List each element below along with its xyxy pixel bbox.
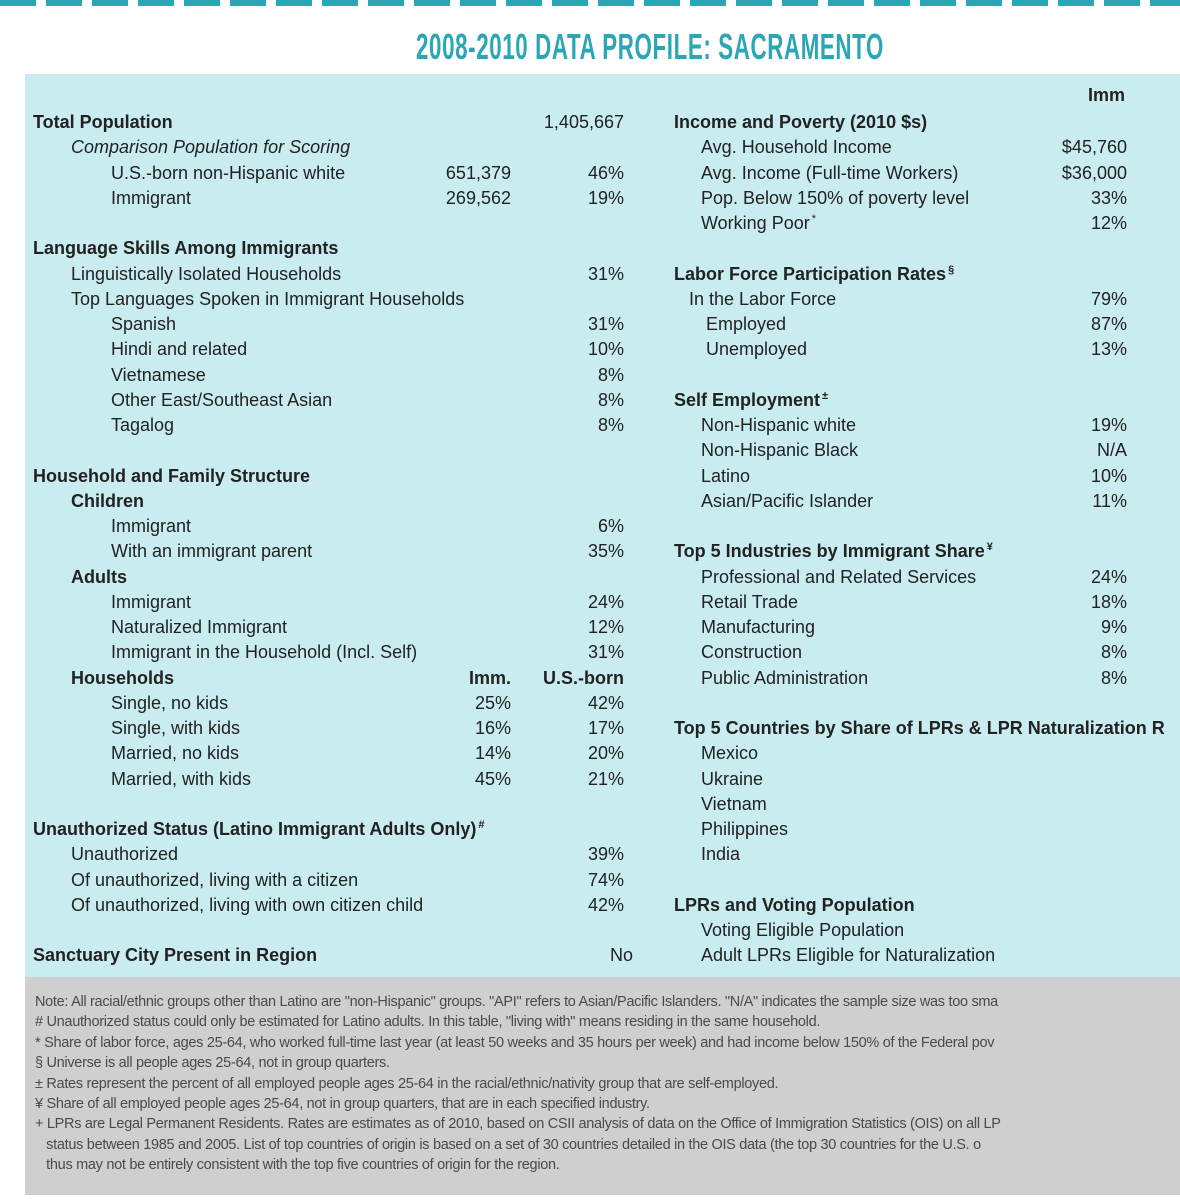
row-value: 13% [1090, 339, 1127, 360]
row-label-text: Other East/Southeast Asian [111, 389, 333, 410]
footnote-mark: # [478, 819, 485, 831]
row-label-text: Of unauthorized, living with a citizen [71, 869, 359, 890]
row-value: 8% [597, 415, 624, 435]
row-value: 8% [597, 389, 624, 410]
row-value: 31% [587, 642, 624, 663]
row-label-text: Philippines [701, 819, 789, 839]
row-label-text: Spanish [111, 314, 177, 334]
row-value: $45,760 [1061, 137, 1127, 158]
row-value: 8% [1100, 642, 1127, 663]
row-label [71, 262, 341, 287]
row-label [701, 842, 740, 867]
row-label [71, 287, 464, 312]
table-row [0, 413, 640, 438]
table-row [0, 135, 640, 160]
row-label [111, 590, 191, 615]
table-row [0, 110, 640, 135]
row-value: 1,405,667 [543, 112, 624, 132]
table-row [0, 236, 640, 261]
row-label [674, 893, 915, 918]
row-label [71, 868, 358, 893]
table-row [640, 792, 1180, 817]
row-label-text: Households [71, 667, 175, 688]
footnote-line: status between 1985 and 2005. List of top countries of origin is based on a set of 30 countries detailed in the OIS data (the top 30 countries for the U.S. o [35, 1136, 981, 1153]
table-row [0, 842, 640, 867]
table-row [640, 539, 1180, 564]
table-row [640, 287, 1180, 312]
row-label-text: In the Labor Force [689, 288, 837, 309]
row-label-text: Sanctuary City Present in Region [33, 945, 318, 966]
table-row [640, 666, 1180, 691]
row-label [701, 767, 763, 792]
row-label-text: Immigrant [111, 516, 192, 536]
table-row [640, 842, 1180, 867]
row-label [111, 337, 247, 362]
table-section [0, 943, 640, 968]
footnote-line: # Unauthorized status could only be estimated for Latino adults. In this table, "living with" means residing in the same household. [35, 1014, 821, 1031]
row-label-text: Total Population [33, 112, 173, 132]
table-row [640, 767, 1180, 792]
row-value: 35% [587, 541, 624, 562]
row-value: 19% [1090, 415, 1127, 435]
row-label [701, 413, 856, 438]
row-label [111, 186, 191, 211]
row-value: 45% [474, 768, 511, 789]
row-value: 10% [587, 339, 624, 360]
row-value: 9% [1100, 617, 1127, 637]
table-row [0, 337, 640, 362]
row-label-text: Mexico [701, 743, 759, 764]
table-section [0, 236, 640, 438]
row-value: 33% [1090, 187, 1127, 208]
footnote-line: ± Rates represent the percent of all employed people ages 25-64 in the racial/ethnic/nativity group that are self-employed. [35, 1075, 779, 1092]
row-label [701, 817, 788, 842]
row-label [701, 792, 767, 817]
row-value: $36,000 [1061, 162, 1127, 183]
table-section [640, 262, 1180, 363]
table-section [640, 388, 1180, 514]
table-row [0, 666, 640, 691]
table-row [640, 337, 1180, 362]
row-label-text: Employed [706, 314, 787, 334]
table-row [0, 640, 640, 665]
row-label-text: Immigrant [111, 187, 192, 208]
table-row [640, 464, 1180, 489]
table-row [0, 741, 640, 766]
footnote-line: thus may not be entirely consistent with the top five countries of origin for the region. [35, 1157, 560, 1174]
row-value: 8% [1100, 667, 1127, 688]
table-row [0, 287, 640, 312]
row-label-text: Self Employment [674, 389, 821, 410]
row-value: No [609, 945, 633, 966]
row-label-text: Ukraine [701, 768, 764, 789]
row-label-text: Construction [701, 642, 803, 663]
row-label-text: Language Skills Among Immigrants [33, 238, 339, 259]
row-label-text: Income and Poverty (2010 $s) [674, 112, 928, 132]
row-value: 42% [587, 692, 624, 713]
row-label [111, 413, 174, 438]
row-value: 19% [587, 187, 624, 208]
row-label [701, 615, 815, 640]
row-label-text: Labor Force Participation Rates [674, 263, 947, 284]
table-row [0, 186, 640, 211]
row-label [111, 388, 332, 413]
row-label [111, 539, 312, 564]
row-value: Imm. [468, 667, 511, 688]
row-label-text: Unemployed [706, 339, 808, 360]
row-value: 14% [474, 743, 511, 764]
table-section [640, 539, 1180, 691]
row-label [674, 388, 828, 413]
left-column [0, 110, 640, 994]
table-row [0, 262, 640, 287]
row-label-text: Household and Family Structure [33, 465, 311, 486]
footnote-line: Note: All racial/ethnic groups other than Latino are "non-Hispanic" groups. "API" refers to Asian/Pacific Islanders. "N/A" indicates the sample size was too sma [35, 994, 998, 1010]
table-section [640, 110, 1180, 236]
row-label [706, 312, 786, 337]
row-label [111, 363, 206, 388]
table-row [640, 186, 1180, 211]
row-value: 31% [587, 314, 624, 334]
row-label-text: Vietnamese [111, 364, 206, 385]
row-label [111, 716, 240, 741]
table-row [0, 539, 640, 564]
row-label [111, 741, 239, 766]
row-label-text: Non-Hispanic Black [701, 440, 859, 461]
table-row [0, 514, 640, 539]
row-value: 24% [1090, 566, 1127, 587]
table-row [0, 489, 640, 514]
row-label-text: Linguistically Isolated Households [71, 263, 342, 284]
footnotes [25, 977, 1180, 1195]
row-label-text: Asian/Pacific Islander [701, 490, 874, 511]
row-label-text: Adult LPRs Eligible for Naturalization [701, 945, 996, 966]
row-label-text: Non-Hispanic white [701, 415, 857, 435]
table-section [640, 716, 1180, 868]
row-value: 17% [587, 718, 624, 738]
table-section [0, 110, 640, 211]
table-row [0, 817, 640, 842]
table-row [640, 413, 1180, 438]
table-section [640, 893, 1180, 969]
row-label-text: Latino [701, 465, 751, 486]
row-label-text: Avg. Income (Full-time Workers) [701, 162, 959, 183]
table-row [640, 388, 1180, 413]
table-row [640, 615, 1180, 640]
table-row [0, 161, 640, 186]
row-value: 79% [1090, 288, 1127, 309]
row-value: 25% [474, 692, 511, 713]
table-row [640, 640, 1180, 665]
footnote-line: + LPRs are Legal Permanent Residents. Rates are estimates as of 2010, based on CSII analysis of data on the Office of Immigration Statistics (OIS) on all LP [35, 1116, 1001, 1133]
row-label-text: Top Languages Spoken in Immigrant Households [71, 288, 465, 309]
row-label [111, 615, 287, 640]
row-value: 6% [597, 516, 624, 536]
row-label [701, 590, 798, 615]
table-row [0, 464, 640, 489]
row-label [33, 236, 338, 261]
row-value: 21% [587, 768, 624, 789]
row-label-text: Married, no kids [111, 743, 240, 764]
table-row [640, 312, 1180, 337]
row-value: 24% [587, 591, 624, 612]
row-label-text: Voting Eligible Population [701, 920, 905, 940]
table-row [640, 918, 1180, 943]
table-row [640, 741, 1180, 766]
table-row [0, 868, 640, 893]
row-value: 39% [587, 844, 624, 865]
row-label-text: Retail Trade [701, 591, 799, 612]
row-label-text: Vietnam [701, 793, 767, 814]
row-label [111, 767, 251, 792]
row-value: 87% [1090, 314, 1127, 334]
row-label-text: Tagalog [111, 415, 175, 435]
table-row [640, 943, 1180, 968]
row-label [33, 110, 173, 135]
row-label-text: Top 5 Countries by Share of LPRs & LPR Naturalization R [674, 718, 1165, 738]
table-row [0, 767, 640, 792]
table-row [0, 943, 640, 968]
row-label [674, 539, 993, 564]
row-label [71, 135, 350, 160]
row-label [701, 943, 995, 968]
page-title: 2008-2010 DATA PROFILE: SACRAMENTO [416, 26, 884, 67]
footnote-mark: § [948, 263, 955, 276]
row-label [689, 287, 836, 312]
row-label-text: With an immigrant parent [111, 541, 313, 562]
row-label [33, 817, 484, 842]
row-label [111, 312, 176, 337]
table-section [0, 464, 640, 792]
row-label-text: Public Administration [701, 667, 869, 688]
table-row [0, 363, 640, 388]
footnote-line: * Share of labor force, ages 25-64, who worked full-time last year (at least 50 weeks and 35 hours per week) and had income below 150% of the Federal pov [35, 1034, 995, 1051]
row-label-text: Single, with kids [111, 718, 241, 738]
table-row [0, 893, 640, 918]
row-label-text: LPRs and Voting Population [674, 894, 915, 915]
row-label [33, 943, 317, 968]
table-row [640, 716, 1180, 741]
footnote-line: ¥ Share of all employed people ages 25-64, not in group quarters, that are in each specified industry. [35, 1096, 650, 1112]
row-label-text: Working Poor [701, 213, 810, 233]
row-label [701, 741, 758, 766]
row-label-text: India [701, 844, 741, 865]
row-label [701, 666, 868, 691]
row-label-text: U.S.-born non-Hispanic white [111, 162, 346, 183]
row-label [701, 438, 858, 463]
immigrant-column-header: Imm [1088, 85, 1126, 105]
row-label [674, 262, 954, 287]
row-value: 11% [1092, 490, 1127, 511]
row-label [674, 110, 927, 135]
table-row [640, 110, 1180, 135]
table-row [640, 817, 1180, 842]
footnote-mark: * [811, 213, 816, 225]
row-label [71, 565, 127, 590]
row-label-text: Pop. Below 150% of poverty level [701, 187, 970, 208]
row-label [701, 211, 816, 236]
table-row [0, 716, 640, 741]
row-label [701, 640, 802, 665]
row-label [701, 489, 873, 514]
row-label-text: Children [71, 490, 145, 511]
footnote-mark: ± [822, 389, 829, 402]
row-value: 16% [474, 718, 511, 738]
top-decorative-stripe [0, 0, 1180, 6]
row-value: N/A [1096, 440, 1127, 461]
row-label [701, 186, 969, 211]
table-row [640, 135, 1180, 160]
row-label [701, 161, 958, 186]
row-value: 20% [587, 743, 624, 764]
row-value: 651,379 [445, 162, 511, 183]
table-row [640, 489, 1180, 514]
row-value: 8% [597, 364, 624, 385]
row-value: 12% [1090, 213, 1127, 233]
right-column [640, 110, 1180, 994]
row-label [111, 514, 191, 539]
row-label-text: Naturalized Immigrant [111, 617, 288, 637]
row-label [71, 489, 144, 514]
row-label [701, 135, 892, 160]
row-label [701, 918, 904, 943]
row-label-text: Unauthorized Status (Latino Immigrant Adults Only) [33, 819, 477, 839]
row-label-text: Immigrant in the Household (Incl. Self) [111, 642, 418, 663]
table-row [640, 211, 1180, 236]
row-label [111, 161, 345, 186]
row-label-text: Unauthorized [71, 844, 179, 865]
table-row [640, 565, 1180, 590]
row-label [111, 640, 417, 665]
row-label-text: Of unauthorized, living with own citizen child [71, 894, 424, 915]
table-row [640, 262, 1180, 287]
footnote-mark: ¥ [986, 541, 993, 554]
table-section [0, 817, 640, 918]
table-row [0, 615, 640, 640]
table-row [0, 691, 640, 716]
row-label-text: Avg. Household Income [701, 137, 892, 158]
table-row [0, 565, 640, 590]
row-label [674, 716, 1165, 741]
table-row [0, 312, 640, 337]
row-label-text: Manufacturing [701, 617, 816, 637]
table-row [640, 161, 1180, 186]
row-label-text: Single, no kids [111, 692, 229, 713]
row-value: 12% [587, 617, 624, 637]
table-row [640, 438, 1180, 463]
row-value: 46% [587, 162, 624, 183]
row-label [706, 337, 807, 362]
row-label-text: Professional and Related Services [701, 566, 977, 587]
row-value: 18% [1090, 591, 1127, 612]
row-label-text: Immigrant [111, 591, 192, 612]
row-label-text: Married, with kids [111, 768, 252, 789]
row-value: 31% [587, 263, 624, 284]
row-label [71, 893, 423, 918]
table-row [640, 590, 1180, 615]
table-row [0, 388, 640, 413]
row-label [701, 565, 976, 590]
footnote-line: § Universe is all people ages 25-64, not in group quarters. [35, 1055, 390, 1072]
row-label-text: Top 5 Industries by Immigrant Share [674, 541, 985, 562]
row-value: 10% [1090, 465, 1127, 486]
row-label-text: Comparison Population for Scoring [71, 137, 351, 158]
row-label [33, 464, 310, 489]
row-label [71, 666, 174, 691]
row-label [71, 842, 178, 867]
row-label [111, 691, 228, 716]
row-value: U.S.-born [543, 667, 624, 688]
table-row [640, 893, 1180, 918]
row-label [701, 464, 750, 489]
row-value: 74% [587, 869, 624, 890]
row-label-text: Hindi and related [111, 339, 248, 360]
table-row [0, 590, 640, 615]
row-label-text: Adults [71, 566, 127, 587]
row-value: 269,562 [445, 187, 511, 208]
row-value: 42% [587, 894, 624, 915]
